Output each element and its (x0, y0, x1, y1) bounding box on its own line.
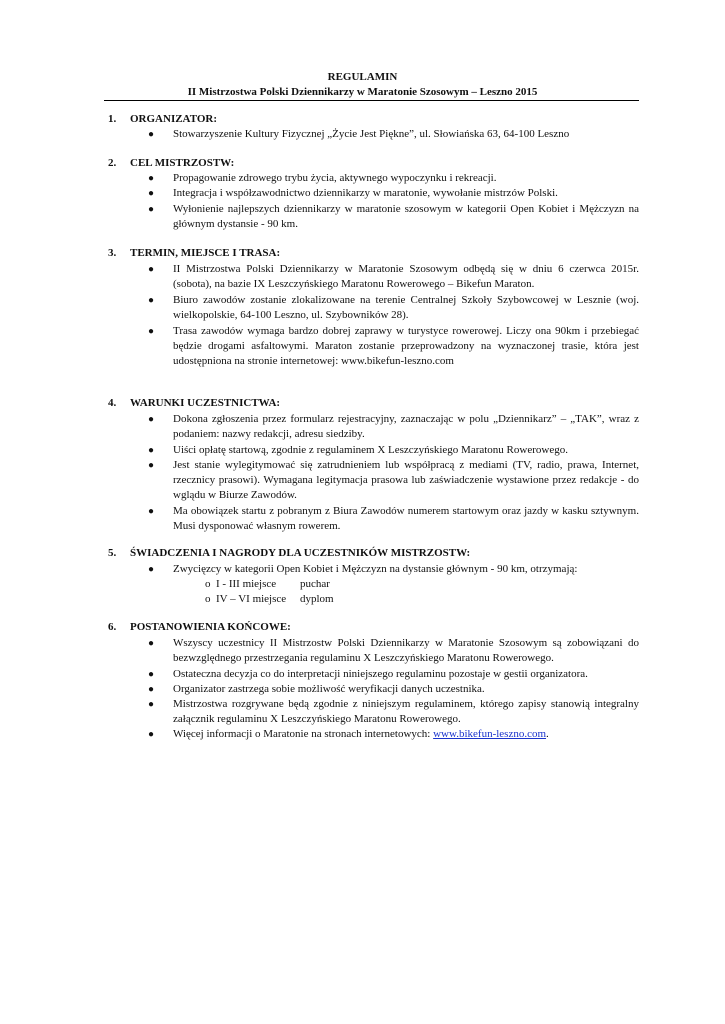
document-title: REGULAMIN (327, 71, 398, 83)
bullet-icon: ● (148, 414, 155, 425)
bullet-icon: ● (148, 669, 155, 680)
title-divider (104, 100, 639, 101)
list-item-text: Wszyscy uczestnicy II Mistrzostw Polski Dziennikarzy w Maratonie Szosowym są zobowiązani do bezwzględnego przestrzegania regulaminu X Leszczyńskiego Maratonu Rowerowego. (173, 637, 639, 664)
bullet-icon: ● (148, 264, 155, 275)
list-item-text: Uiści opłatę startową, zgodnie z regulaminem X Leszczyńskiego Maratonu Rowerowego. (173, 444, 568, 456)
section-number: 3. (108, 247, 117, 259)
bullet-icon: ● (148, 506, 155, 517)
section-title: TERMIN, MIEJSCE I TRASA: (130, 247, 281, 259)
section-title: ORGANIZATOR: (130, 113, 217, 125)
list-item-text: Ostateczna decyzja co do interpretacji niniejszego regulaminu pozostaje w gestii organizatora. (173, 668, 588, 680)
section-heading (108, 112, 217, 127)
section-heading (108, 156, 234, 171)
section-heading (108, 396, 280, 411)
bullet-icon: ● (148, 295, 155, 306)
bullet-icon: ● (148, 729, 155, 740)
section-heading (108, 546, 470, 561)
prize-places: IV – VI miejsce (216, 593, 287, 605)
list-item-text: Propagowanie zdrowego trybu życia, aktywnego wypoczynku i rekreacji. (173, 172, 497, 184)
list-item-text: Biuro zawodów zostanie zlokalizowane na terenie Centralnej Szkoły Szybowcowej w Lesznie (woj. wielkopolskie, 64-100 Leszno, ul. Szybowników 28). (173, 294, 639, 321)
bullet-icon: ● (148, 445, 155, 456)
bullet-icon: ● (148, 564, 155, 575)
section-number: 2. (108, 157, 117, 169)
section-number: 4. (108, 397, 117, 409)
bullet-icon: ● (148, 173, 155, 184)
list-item-text: Stowarzyszenie Kultury Fizycznej „Życie Jest Piękne”, ul. Słowiańska 63, 64-100 Leszno (173, 128, 570, 140)
list-item-text: Trasa zawodów wymaga bardzo dobrej zaprawy w turystyce rowerowej. Liczy ona 90km i przebiegać będzie drogami asfaltowymi. Maraton zostanie przeprowadzony na wyznaczonej trasie, która jest udostępniona na stronie internetowej: www.bikefun-leszno.com (173, 325, 639, 367)
section-heading (108, 246, 280, 261)
info-text-end: . (546, 728, 549, 740)
prize-row (205, 592, 334, 607)
list-item-text: Zwycięzcy w kategorii Open Kobiet i Mężczyzn na dystansie głównym - 90 km, otrzymają: (173, 563, 578, 575)
bullet-icon: ● (148, 326, 155, 337)
section-title: WARUNKI UCZESTNICTWA: (130, 397, 281, 409)
circle-bullet-icon: o (205, 578, 211, 590)
list-item-text: Ma obowiązek startu z pobranym z Biura Zawodów numerem startowym oraz jazdy w kasku sztywnym. Musi dysponować własnym rowerem. (173, 505, 639, 532)
list-item-text: Jest stanie wylegitymować się zatrudnieniem lub współpracą z mediami (TV, radio, prawa, Internet, rzecznicy prasowi). Wymagana legitymacja prasowa lub zaświadczenie wystawione przez redakcje - do wglądu w Biurze Zawodów. (173, 459, 639, 501)
document-subtitle: II Mistrzostwa Polski Dziennikarzy w Maratonie Szosowym – Leszno 2015 (187, 86, 538, 98)
section-number: 6. (108, 621, 117, 633)
info-text: Więcej informacji o Maratonie na stronach internetowych: (173, 728, 434, 740)
prize-places: I - III miejsce (216, 578, 277, 590)
bullet-icon: ● (148, 188, 155, 199)
section-title: ŚWIADCZENIA I NAGRODY DLA UCZESTNIKÓW MISTRZOSTW: (130, 547, 471, 559)
section-title: CEL MISTRZOSTW: (130, 157, 235, 169)
bullet-icon: ● (148, 638, 155, 649)
bullet-icon: ● (148, 460, 155, 471)
list-item-text: Dokona zgłoszenia przez formularz rejestracyjny, zaznaczając w polu „Dziennikarz” – „TAK”, wraz z podaniem: nazwy redakcji, adresu siedziby. (173, 413, 639, 440)
section-heading (108, 620, 291, 635)
circle-bullet-icon: o (205, 593, 211, 605)
website-link[interactable]: www.bikefun-leszno.com (433, 728, 547, 740)
list-item-text: Mistrzostwa rozgrywane będą zgodnie z niniejszym regulaminem, którego zapisy stanowią integralny załącznik regulaminu X Leszczyńskiego Maratonu Rowerowego. (173, 698, 639, 725)
list-item-text: II Mistrzostwa Polski Dziennikarzy w Maratonie Szosowym odbędą się w dniu 6 czerwca 2015r. (sobota), na bazie IX Leszczyńskiego Maratonu Rowerowego – Bikefun Maraton. (173, 263, 639, 290)
bullet-icon: ● (148, 204, 155, 215)
section-number: 5. (108, 547, 117, 559)
list-item-text: Wyłonienie najlepszych dziennikarzy w maratonie szosowym w kategorii Open Kobiet i Mężczyzn na głównym dystansie - 90 km. (173, 203, 639, 230)
prize-award: puchar (300, 578, 330, 590)
section-number: 1. (108, 113, 117, 125)
bullet-icon: ● (148, 684, 155, 695)
section-title: POSTANOWIENIA KOŃCOWE: (130, 621, 291, 633)
prize-award: dyplom (300, 593, 334, 605)
list-item-text: Integracja i współzawodnictwo dziennikarzy w maratonie, wywołanie mistrzów Polski. (173, 187, 558, 199)
bullet-icon: ● (148, 699, 155, 710)
list-item-text: Organizator zastrzega sobie możliwość weryfikacji danych uczestnika. (173, 683, 485, 695)
list-item-text (173, 727, 639, 742)
prize-row (205, 577, 330, 592)
bullet-icon: ● (148, 129, 155, 140)
